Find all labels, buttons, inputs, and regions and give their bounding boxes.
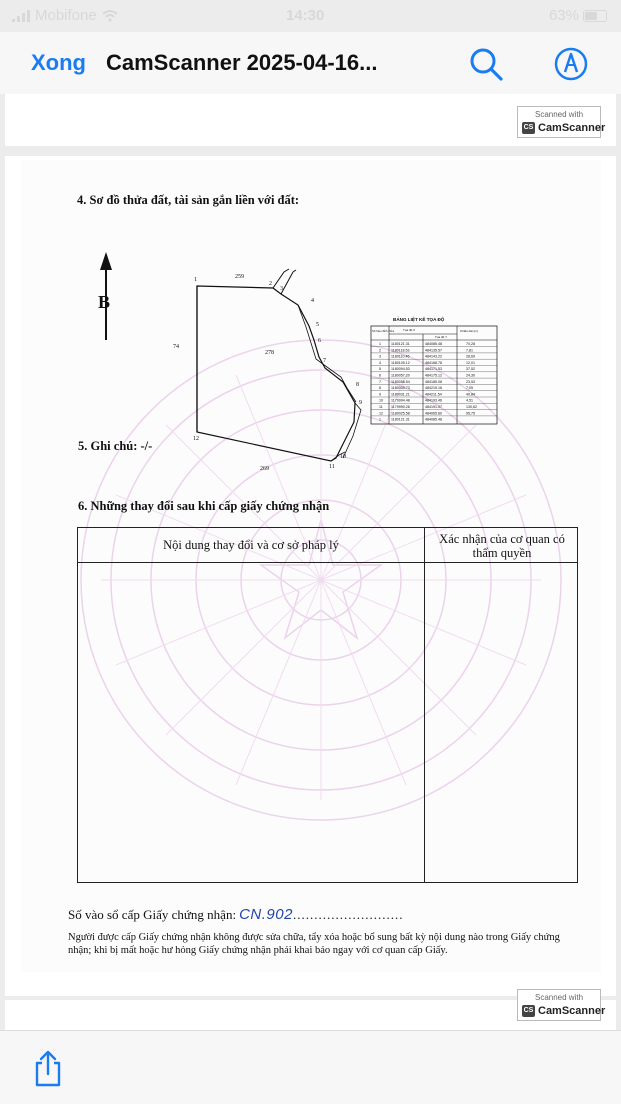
next-page — [5, 993, 616, 1030]
coord-cell: 1179994.48 — [391, 398, 410, 403]
wifi-icon — [102, 10, 118, 22]
coord-cell: 4,51 — [466, 398, 473, 403]
document-viewer[interactable] — [0, 94, 621, 1030]
coord-cell: 484193.46 — [425, 398, 442, 403]
coord-cell: 7 — [379, 379, 381, 384]
battery-percent: 63% — [548, 7, 579, 24]
coord-cell: 484168.78 — [425, 360, 442, 365]
done-button[interactable]: Xong — [31, 50, 86, 75]
battery-icon — [583, 10, 607, 22]
markup-pen-icon — [551, 44, 591, 84]
coord-header-length: Chiều dài (m) — [460, 329, 479, 333]
watermark-bottom-line1: Scanned with — [534, 993, 584, 1002]
vertex-11: 11 — [329, 464, 335, 470]
camscanner-watermark — [517, 106, 606, 138]
coord-cell: 9 — [379, 392, 381, 397]
coord-cell: 2 — [379, 348, 381, 353]
section-6-title: 6. Những thay đổi sau khi cấp giấy chứng nhận — [78, 499, 330, 513]
vertex-8: 8 — [356, 382, 359, 388]
watermark-line1: Scanned with — [534, 110, 584, 119]
previous-page — [5, 94, 616, 146]
watermark-line2: CamScanner — [538, 122, 606, 134]
neighbor-top: 259 — [235, 274, 244, 280]
coord-cell: 484143.22 — [425, 354, 442, 359]
coord-cell: 1180105.12 — [391, 360, 410, 365]
north-letter: B — [98, 292, 111, 312]
coord-cell: 70,28 — [466, 342, 475, 346]
coord-cell: 484191.07 — [425, 405, 442, 409]
coord-cell: 12,01 — [466, 360, 475, 365]
vertex-12: 12 — [193, 436, 199, 442]
coord-cell: 484175.12 — [425, 373, 442, 378]
coord-header-x: Tọa độ X — [403, 328, 416, 332]
camscanner-logo-bottom-icon: CS — [522, 1005, 535, 1017]
neighbor-left: 74 — [173, 344, 179, 350]
battery-info — [549, 7, 607, 24]
coordinate-table — [371, 315, 497, 424]
registration-number — [68, 906, 403, 923]
coord-cell: 7,81 — [466, 348, 473, 353]
table-header-confirmation: Xác nhận của cơ quan có thẩm quyền — [439, 532, 565, 560]
certificate-paper — [21, 160, 601, 972]
search-button[interactable] — [466, 44, 506, 84]
search-icon — [466, 44, 506, 84]
table-header-content: Nội dung thay đổi và cơ sở pháp lý — [163, 538, 339, 552]
section-5-note: 5. Ghi chú: -/- — [78, 439, 153, 453]
coord-cell: 23,53 — [466, 379, 475, 384]
section-4-title: 4. Sơ đồ thửa đất, tài sản gắn liền với đất: — [77, 193, 300, 207]
coord-cell: 484185.08 — [425, 379, 442, 384]
vertex-4: 4 — [311, 298, 314, 304]
coord-header-vertex: Số hiệu đỉnh thửa — [372, 329, 395, 333]
coord-cell: 1 — [379, 417, 381, 422]
coord-cell: 40,84 — [466, 392, 475, 397]
coord-cell: 1180058.54 — [391, 379, 410, 384]
coord-cell: 5 — [379, 367, 381, 372]
carrier-name: Mobifone — [35, 7, 97, 24]
share-button[interactable] — [30, 1049, 66, 1089]
coord-cell: 1180025.58 — [391, 411, 410, 416]
coord-cell: 484135.57 — [425, 348, 442, 353]
coord-cell: 10 — [379, 398, 383, 403]
coord-cell: 484171.53 — [425, 367, 442, 372]
camscanner-watermark-bottom — [517, 989, 606, 1021]
vertex-10: 10 — [340, 454, 346, 460]
coord-cell: 1180031.21 — [391, 392, 410, 397]
coord-cell: 484065.60 — [425, 411, 442, 416]
coord-cell: 1179990.26 — [391, 405, 410, 409]
registration-dots: .......................... — [292, 907, 404, 922]
clock: 14:30 — [286, 7, 325, 24]
changes-table — [77, 527, 578, 883]
vertex-5: 5 — [316, 322, 319, 328]
bottom-toolbar — [0, 1030, 621, 1104]
coord-cell: 1180118.53 — [391, 348, 410, 353]
coord-cell: 8 — [379, 386, 381, 391]
coord-cell: 7,05 — [466, 386, 473, 391]
coord-cell: 95,75 — [466, 411, 475, 416]
coord-cell: 1180094.53 — [391, 367, 410, 372]
signal-icon — [12, 10, 30, 22]
vertex-2: 2 — [269, 281, 272, 287]
camscanner-logo-icon: CS — [522, 122, 535, 134]
coord-cell: 484215.16 — [425, 386, 442, 391]
document-title: CamScanner 2025-04-16... — [106, 50, 378, 75]
watermark-bottom-line2: CamScanner — [538, 1005, 606, 1017]
vertex-6: 6 — [318, 338, 321, 344]
parcel-number: 278 — [265, 350, 274, 356]
coord-cell: 3 — [379, 354, 381, 359]
status-bar — [0, 0, 621, 32]
vertex-9: 9 — [359, 400, 362, 406]
coord-table-title: BẢNG LIỆT KÊ TỌA ĐỘ — [393, 317, 445, 322]
neighbor-bottom: 269 — [260, 466, 269, 472]
coord-header-y: Tọa độ Y — [435, 335, 448, 339]
coord-cell: 11 — [379, 405, 383, 409]
carrier-info — [12, 7, 118, 24]
land-plot-diagram — [77, 230, 557, 472]
registration-label: Số vào sổ cấp Giấy chứng nhận: — [68, 907, 237, 922]
coord-cell: 6 — [379, 373, 381, 378]
coord-cell: 484211.54 — [425, 392, 442, 397]
coord-cell: 1180110.46 — [391, 354, 410, 359]
coord-cell: 1180035.73 — [391, 386, 410, 391]
coord-cell: 1180121.31 — [391, 417, 410, 422]
coord-cell: 28,69 — [466, 354, 475, 359]
coord-cell: 12 — [379, 411, 383, 416]
share-icon — [30, 1049, 66, 1089]
coord-cell: 130,62 — [466, 405, 477, 409]
vertex-3: 3 — [280, 286, 283, 292]
coord-cell: 484085.48 — [425, 417, 442, 422]
coord-cell: 1180057.20 — [391, 373, 410, 378]
coord-cell: 484085.48 — [425, 342, 442, 346]
coord-cell: 37,52 — [466, 367, 475, 372]
vertex-1: 1 — [194, 277, 197, 283]
coord-cell: 1180121.31 — [391, 342, 410, 346]
coord-cell: 1 — [379, 342, 381, 346]
vertex-7: 7 — [323, 358, 326, 364]
current-page — [5, 156, 616, 996]
north-arrow-icon — [98, 252, 112, 340]
nav-bar — [0, 32, 621, 94]
coord-cell: 4 — [379, 360, 381, 365]
coord-cell: 24,30 — [466, 373, 475, 378]
registration-value: CN.902 — [239, 906, 293, 923]
markup-button[interactable] — [551, 44, 591, 84]
certificate-notice: Người được cấp Giấy chứng nhận không được sửa chữa, tẩy xóa hoặc bổ sung bất kỳ nội dung nào trong Giấy chứng nhận; khi bị mất hoặc hư hỏng Giấy chứng nhận phải khai báo ngay với cơ quan cấp Giấy. — [68, 932, 560, 956]
